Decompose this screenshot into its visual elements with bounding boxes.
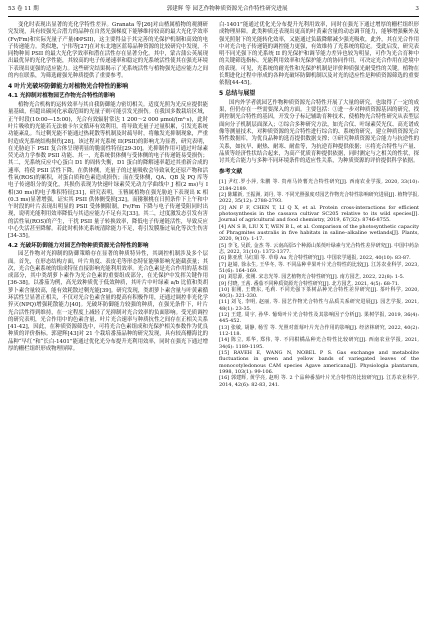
paragraph: 植物光合机构的运转效率与其自我防御能力密切相关。适度光照为光反应提供能量基础，但超出碳同化承载范围的光量子则可能引发光损伤。在我国多数栽培区域，正午时段(10:00—15:00)，光合有效辐射常达 1 200～2 000 μmol/(m²·s)，此时叶片吸收的光能若无法被卡尔文循环有效利用，将导致光量子过量积累，引发光系统功能紊乱。当过剩光能不能通过热耗散等机制及时疏导时，将触发光抑制现象，严重时造成光系统结构损伤[28]。该过程对光系统 II(PSII)的影响尤为显著，研究表明，在光胁迫下 PSII 复合体呈现明显的脆弱性特征[29-30]。光抑制作用可通过叶绿素荧光动力学参数 PSII 功能、其一，光系统供体侧与受体侧的电子传递链易受损伤；其二，光系统反应中心蛋白 D1 的周转失衡，D1 蛋白的降解速率超过其重新合成的速率，将使 PSII 活性下降。在供体侧，光量子的过量吸收会导致氧化还原产物和活性氧(ROS)的累积，对蛋白质和色素造成损伤；而在受体侧，QA、QB 及 PQ 库等电子传递组分的变化，其损伤表现为快速叶绿素荧光动力学曲线中 J 相(2 ms)与 I 相(30 ms)的电子堆积特征[31]，研究表明，玉簪属植物在强光胁迫下表现出 K 相(0.3 ms)显著增强，证实其 PSII 供体侧受损[32]。而猕猴桃在日照条件下上午和中午时段的叶片表现出明显的 PSII 受体侧限制，Fv/Fm 下降与电子传递受阻同时出现，说明光能利用效率降低与其适应能力不足有关[33]。其二，过度激发态引发有害的活性氧(ROS)的产生，干扰 PSII 量子转换效率，降低电子传递链活性，导致反应中心失活甚至降解。若此时机体光系统清除能力不足，将引发膜脂过氧化等次生伤害[34-35]。 [8,102,208,240]
page-number: 3 [415,5,419,12]
reference-item: [15] RAVEH E, WANG N, NOBEL P S. Gas exchange and metabolite fluctuations in green and yellow bands of variegated leaves of the monocotyledonous CAM species Agave americana[J]. Physiologia plantarum, 1998, 103(1): 99-106. [219,350,419,376]
reference-item: [8] 刘思源, 张刚. 宋志光等. 园艺植物光合特性研究[J]. 南方园艺, 2022, 22(8): 1-5. [219,274,405,281]
reference-item: [9] 付晓, 王茜. 番茄不同种质资源光合特性研究[J]. 北方园艺, 2021, 4(5): 68-71. [219,280,400,287]
page-header [8,4,419,15]
paragraph: 白-1401”能通过优化光分布提升光利用效率，同时在强光下通过增厚的栅栏组织形成物理屏障。此类种质还表现出更高的叶黄素含量的动态调节能力，能够增强紫外及强光照射下的光能转化效率，又能通过负载降解减少强光吸收，此外，其在光合作用中对光合电子传递链的调控能力更强，有效维持了光系统的稳定。受此启发，研究表明不同光强下的光系统 II 的光保护和调节能力差异也较为明显，可作为光合育种中的关键筛选指标。光能利用效率和光保护能力的协同作用，可决定光合作用在逆境中的表现。可见，光系统的耐光性和光保护机制是评价种质强光耐受性的关键。植物在长期进化过程中形成的各种光破坏防御机制以及对光的适应性是种质资源筛选的重要依据[44-45]。 [219,22,419,87]
left-column [8,22,208,353]
section-heading: 4 叶片光破坏防御能力对植物光合特性的影响 [8,83,129,91]
subsection-heading: 4.1 光抑制对植物园艺作物光合特性的影响 [8,93,115,100]
reference-item: [3] AN F F, CHEN T, LI Q X, et al. Protein cross-interactions for efficient photosynthesis in the cassava cultivar SC205 relative to its wild species[J]. Journal of agricultural and food chemistry, 2019, 67(32): 8746-8755. [219,204,419,224]
reference-item: [1] 尹红.罗小萍, 朱鹏 等. 贵州马铃薯光合特性研究[J]. 西南农业学报, 2020, 33(10): 2184-2189. [219,179,419,192]
reference-item: [11] 刘飞, 李明, 赵丽, 等. 园艺作物光合特性与品质关系研究进展[J]. 园艺学报, 2021, 48(1): 23-35. [219,299,419,312]
header-title: 郭建辉 等 园艺作物种质资源光合作特性研究进展 [166,5,288,12]
reference-item: [5] 李飞, 吴跃, 金杰 等. 云南高原5个种源山茱萸叶绿素与光合特性差异研究[J]. 中国中药杂志, 2022, 31(10): 1372-1377. [219,242,419,255]
reference-item: [2] 陈耀新, 王振洲, 刘丹, 等. 不同光照强度对园艺作物光合特性影响研究进展[J]. 植物学报, 2022, 35(12): 2788-2793. [219,191,419,205]
section-heading: 5 总结与展望 [219,89,256,97]
paragraph: 园艺作物对光抑制的防御策略存在显著的种质特异性，其调控机制涉及多个层面。首先，在形态结构方面，叶片角度、表皮毛等形态特征能够影响光能截获量；其次，光合色素系统的组成特征直接影响光能利用效率。光合色素是光合作用的基本组成部分，其中类胡萝卜素作为光合色素的重要组成部分，在光保护中发挥关键作用[36-38]。以番茄为例，高光效种质优于低效种质，其叶片中叶绿素 a/b 比值和类胡萝卜素含量较高，能有效耗散过剩光能[39]。研究发现，类胡萝卜素含量与叶黄素循环活性呈显著正相关，不仅对光合色素含量的提高有积极作用，还通过调控非光化学猝灭(NPQ)增强耗散能力[40]。光破坏防御能力较强的种质，在强光条件下，叶片光合活性得到维持，在一定程度上减轻了光抑制对光合效率的负面影响。受光质调控的研究表明，光合作用中的色素含量、叶片光合速率与种质抗性之间存在正相关关系[41-42]，因此，在种质资源筛选中，可将光合色素组成和光保护相关参数作为优良种质的评价指标。郭建辉[43]对 21 个栽培番茄品种的研究发现，具有较高栅海比的品种“早红”和“长白-1401”能通过优化光分布提升光利用效率，同时在强光下通过增厚的栅栏组织形成物理屏障。 [8,251,208,353]
paragraph: 变化时表现出显著的光化学特性差异。Granata 等[26]对山楂属植物的观测研究发现，具有较强光合潜力的品种在自然光强梯度下能够维持较高的最大光化学效率(Fv/Fm)和实际光量子产量(ΦPSII)，这主要得益于其完善的光保护机制和高效的电子传递能力。类似地，宁伟等[27]在对东北地区蓝莓品种资源的比较研究中发现，不同物种间 PSII 的最大光化学效率和潜在活性存在显著分化。其中，蒙古蒲公英展现出最优异的光化学性能，其较高的电子传递速率和稳定的光系统活性使其在强光环境下表现出更强的适应能力。这些研究结果揭示了光系统活性与植物强光适应能力之间的内在联系，为筛选耐强光种质提供了重要参考。 [8,22,208,80]
paragraph: 国内外学者就园艺作物种质资源光合特性开展了大量的研究，也取得了一定的成果，但仍存在一些需要深入的方面。主要包括：①进一步对种质资源基因的研究，找到控制光合特性的基因，开发分子标记辅助育种技术，使植物光合特性研究从表型层面向分子机制层面深入；②综合多种研究方法，如光合仪、叶绿素荧光仪、高光谱成像等测量技术，对种质资源的光合特性进行综合的、系统的研究，建立种质资源光合特性数据库，为优良品种的选育提供数据支撑；③研究种质资源光合能力与抗逆性的关系，如抗旱、耐热、耐寒、耐盐等，为抗逆育种提供依据；④将光合特性与产量、品质等经济性状结合起来，为高产优质育种提供依据，同时测定与之相关的性状，探讨其光合能力与多种不同环境条件的适应性关系，为种质资源的评价提供科学依据。 [219,99,419,165]
reference-item: [6] 陈亚欣 马红娟 等. 草莓 Au 光合特性研究[J]. 中国农学通报, 2022, 40(10): 83-87. [219,255,411,262]
reference-item: [4] AN S B, LIU X T, WEN B L, et al. Comparison of the photosynthetic capacity of Phragmites australis in five habitats in saline–alkaline wetlands[J]. Plants, 2020, 9(10): 1-17. [219,223,419,243]
reference-item: [13] 张敏, 胡静, 杨雪 等. 光照对蓝莓叶片光合作用的影响[J]. 经济林研究, 2022, 40(2): 112-118. [219,324,419,338]
reference-item: [14] 陈立, 邓华, 郑伟, 等. 不同柑橘品种光合特性比较研究[J]. 西南农业学报, 2021, 34(6): 1189-1195. [219,337,419,350]
header-volume: 53 卷 11 期 [8,5,39,12]
reference-item: [7] 赵婧, 徐永生, 王华冬, 等. 不同品种苹果叶片光合特性的比较[J]. 江苏农业科学, 2023, 51(6): 164-169. [219,261,419,274]
header-rule [8,16,419,17]
right-column [219,22,419,388]
reference-item: [16] 郭建辉, 黄学亮, 赵明 等. 2 个品种番茄叶片光合特性的比较研究[J]. 江苏农业科学, 2014, 42(6): 82-83, 241. [219,375,419,388]
references-heading: 参考文献 [219,169,243,176]
reference-item: [12] 王建, 周宇, 孙华. 葡萄叶片光合特性及其影响因子分析[J]. 果树学报, 2019, 36(4): 445-452. [219,312,419,325]
references-list [219,179,419,388]
reference-item: [10] 崔刚, 王晓东, 毛莉. 不同光强下茶树品种光合特性差异研究[J]. 茶叶科学, 2020, 40(3): 321-330. [219,286,419,300]
subsection-heading: 4.2 光破坏防御能力对园艺作物种质资源光合特性的影响 [8,242,149,249]
